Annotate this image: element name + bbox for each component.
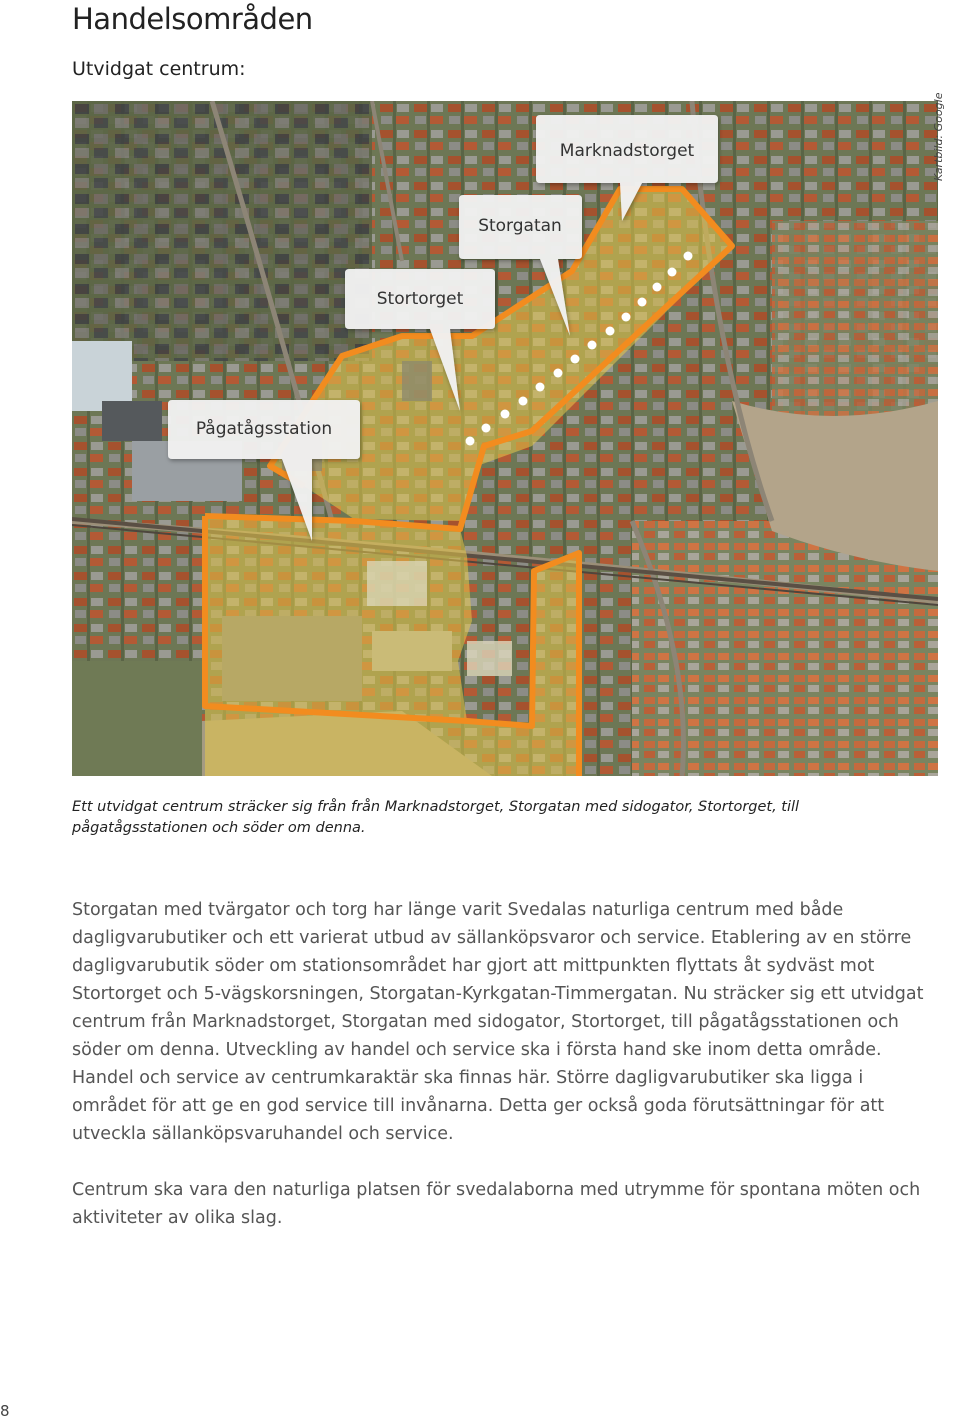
callout-label-marknadstorget: Marknadstorget — [559, 141, 695, 161]
callout-label-storgatan: Storgatan — [478, 216, 562, 236]
body-paragraph-1: Storgatan med tvärgator och torg har länge varit Svedalas naturliga centrum med både dagligvarubutiker och ett varierat utbud av sällanköpsvaror och service. Etablering av en större dagligvarubutik söder om stationsområdet har gjort att mittpunkten flyttats åt sydväst mot Stortorget och 5-vägskorsningen, Storgatan-Kyrkgatan-Timmergatan. Nu sträcker sig ett utvidgat centrum från Marknadstorget, Storgatan med sidogator, Stortorget, till pågatågsstationen och söder om denna. Utveckling av handel och service ska i första hand ske inom detta område. Handel och service av centrumkaraktär ska finnas här. Större dagligvarubutiker ska ligga i området för att ge en god service till invånarna. Detta ger också goda förutsättningar för att utveckla sällanköpsvaruhandel och service. — [72, 900, 924, 1144]
page-subtitle: Utvidgat centrum: — [72, 58, 246, 80]
aerial-map — [72, 101, 938, 776]
callout-label-pagatagsstation: Pågatågsstation — [195, 419, 333, 439]
body-text — [72, 896, 932, 1260]
map-graphic — [72, 101, 938, 776]
body-paragraph-2: Centrum ska vara den naturliga platsen för svedalaborna med utrymme för spontana möten och aktiviteter av olika slag. — [72, 1180, 921, 1228]
map-caption: Ett utvidgat centrum sträcker sig från från Marknadstorget, Storgatan med sidogator, Stortorget, till pågatågsstationen och söder om denna. — [72, 799, 800, 836]
page-number: 8 — [0, 1402, 10, 1420]
page-title: Handelsområden — [72, 2, 313, 36]
map-credit: Kartbild: Google — [932, 92, 945, 181]
callout-label-stortorget: Stortorget — [376, 289, 464, 309]
